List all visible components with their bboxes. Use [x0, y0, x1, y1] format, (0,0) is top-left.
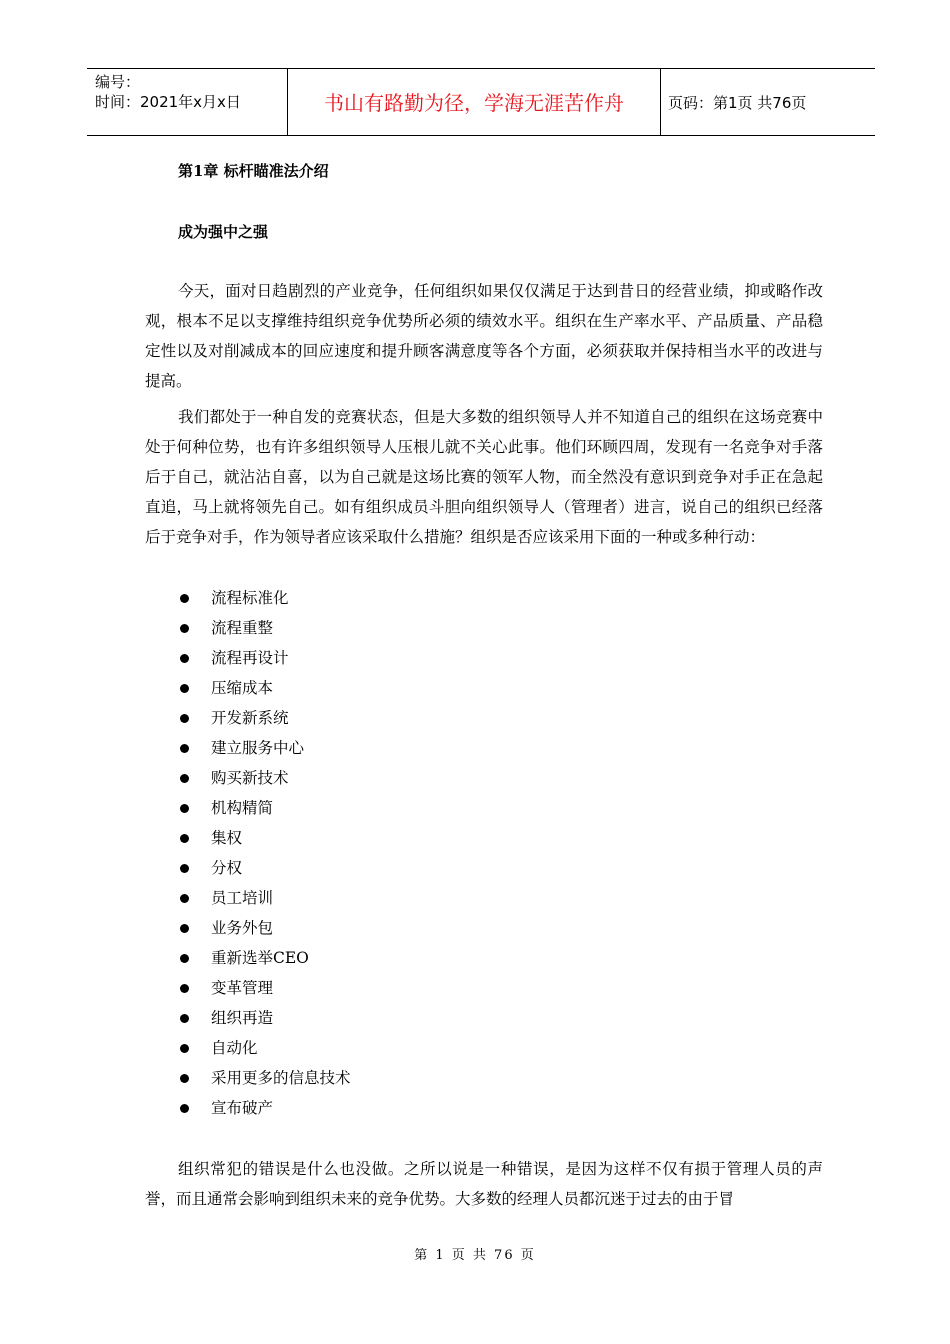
- document-number-label: 编号：: [95, 73, 141, 91]
- list-item-text: 采用更多的信息技术: [211, 1069, 351, 1087]
- bullet-icon: [180, 744, 189, 753]
- list-item-text: 重新选举CEO: [211, 949, 309, 967]
- bullet-icon: [180, 654, 189, 663]
- list-item: [145, 1033, 351, 1063]
- bullet-icon: [180, 1104, 189, 1113]
- list-item: [145, 583, 351, 613]
- bullet-icon: [180, 774, 189, 783]
- list-item-text: 流程重整: [211, 619, 274, 637]
- list-item-text: 组织再造: [211, 1009, 274, 1027]
- bullet-icon: [180, 894, 189, 903]
- list-item: [145, 763, 351, 793]
- bullet-icon: [180, 1044, 189, 1053]
- bullet-icon: [180, 924, 189, 933]
- list-item: [145, 703, 351, 733]
- list-item: [145, 973, 351, 1003]
- list-item: [145, 853, 351, 883]
- bullet-icon: [180, 954, 189, 963]
- header-page-cell: [660, 69, 875, 135]
- list-item-text: 机构精简: [211, 799, 274, 817]
- list-item: [145, 1003, 351, 1033]
- list-item-text: 宣布破产: [211, 1099, 274, 1117]
- list-item: [145, 943, 351, 973]
- list-item: [145, 793, 351, 823]
- list-item: [145, 883, 351, 913]
- list-item: [145, 1063, 351, 1093]
- list-item-text: 变革管理: [211, 979, 274, 997]
- bullet-icon: [180, 804, 189, 813]
- bullet-icon: [180, 834, 189, 843]
- chapter-title: 第1章 标杆瞄准法介绍: [178, 162, 329, 180]
- bullet-icon: [180, 594, 189, 603]
- document-time-label: 时间：2021年x月x日: [95, 93, 241, 111]
- bullet-icon: [180, 624, 189, 633]
- list-item: [145, 823, 351, 853]
- list-item: [145, 733, 351, 763]
- page-footer: 第 1 页 共 76 页: [414, 1248, 536, 1263]
- list-item-text: 分权: [211, 859, 243, 877]
- page-header: [87, 68, 875, 136]
- list-item-text: 自动化: [211, 1039, 258, 1057]
- action-list: [145, 583, 351, 1123]
- list-item-text: 流程标准化: [211, 589, 289, 607]
- list-item-text: 开发新系统: [211, 709, 289, 727]
- bullet-icon: [180, 714, 189, 723]
- section-title: 成为强中之强: [178, 223, 269, 241]
- bullet-icon: [180, 984, 189, 993]
- list-item-text: 建立服务中心: [211, 739, 305, 757]
- list-item: [145, 913, 351, 943]
- list-item-text: 压缩成本: [211, 679, 274, 697]
- bullet-icon: [180, 684, 189, 693]
- list-item: [145, 643, 351, 673]
- bullet-icon: [180, 864, 189, 873]
- paragraph: 我们都处于一种自发的竞赛状态，但是大多数的组织领导人并不知道自己的组织在这场竞赛中处于何种位势，也有许多组织领导人压根儿就不关心此事。他们环顾四周，发现有一名竞争对手落后于自己，就沾沾自喜，以为自己就是这场比赛的领军人物，而全然没有意识到竞争对手正在急起直追，马上就将领先自己。如有组织成员斗胆向组织领导人（管理者）进言，说自己的组织已经落后于竞争对手，作为领导者应该采取什么措施？组织是否应该采用下面的一种或多种行动：: [145, 408, 823, 546]
- list-item-text: 购买新技术: [211, 769, 289, 787]
- paragraph: 组织常犯的错误是什么也没做。之所以说是一种错误，是因为这样不仅有损于管理人员的声誉，而且通常会影响到组织未来的竞争优势。大多数的经理人员都沉迷于过去的由于冒: [145, 1160, 823, 1208]
- list-item-text: 业务外包: [211, 919, 274, 937]
- header-info-cell: [87, 69, 287, 135]
- list-item: [145, 613, 351, 643]
- list-item-text: 员工培训: [211, 889, 274, 907]
- list-item-text: 流程再设计: [211, 649, 289, 667]
- bullet-icon: [180, 1074, 189, 1083]
- list-item: [145, 1093, 351, 1123]
- paragraph: 今天，面对日趋剧烈的产业竞争，任何组织如果仅仅满足于达到昔日的经营业绩，抑或略作改观，根本不足以支撑维持组织竞争优势所必须的绩效水平。组织在生产率水平、产品质量、产品稳定性以及对削减成本的回应速度和提升顾客满意度等各个方面，必须获取并保持相当水平的改进与提高。: [145, 282, 823, 390]
- list-item: [145, 673, 351, 703]
- header-motto: 书山有路勤为径，学海无涯苦作舟: [324, 91, 624, 115]
- bullet-icon: [180, 1014, 189, 1023]
- header-motto-cell: [287, 69, 661, 135]
- list-item-text: 集权: [211, 829, 243, 847]
- header-page-code: 页码：第1页 共76页: [668, 94, 807, 112]
